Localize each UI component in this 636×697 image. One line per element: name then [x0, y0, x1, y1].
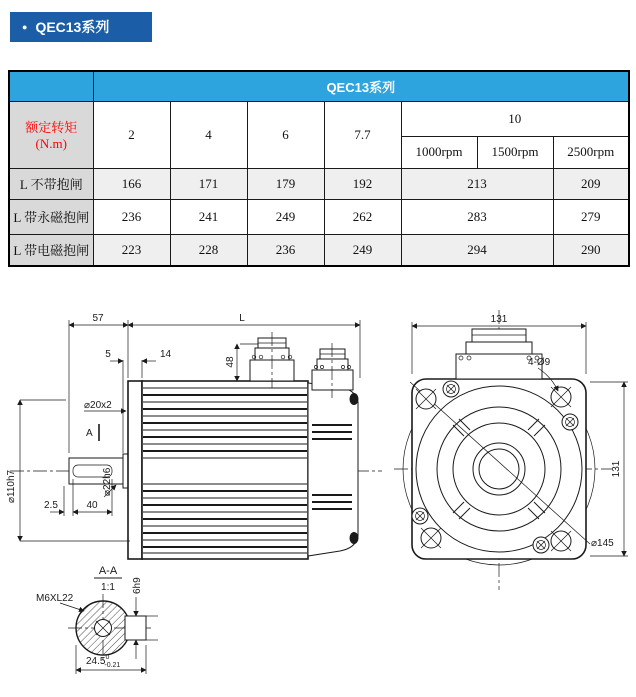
screw-spec-label: M6XL22: [36, 593, 74, 604]
dim-width-label: 131: [490, 314, 508, 325]
dim-shaft-dia-label: ⌀22h6: [102, 467, 113, 496]
spec-value: 249: [324, 234, 401, 266]
dim-57-label: 57: [92, 313, 104, 324]
torque-col-7-7: 7.7: [324, 101, 401, 168]
dim-flange-dia-label: ⌀110h7: [6, 469, 17, 503]
bullet-icon: ●: [22, 21, 28, 32]
dim-key-width-label: 6h9: [132, 577, 143, 594]
series-header: QEC13系列: [93, 71, 629, 101]
front-connector: [456, 329, 542, 379]
spec-value: 179: [247, 168, 324, 199]
dim-40-label: 40: [86, 500, 98, 511]
dim-L-label: L: [239, 313, 245, 324]
row-label-electromagnet-brake: L 带电磁抱闸: [9, 234, 93, 266]
table-row: [9, 234, 629, 266]
torque-col-6: 6: [247, 101, 324, 168]
row-label-magnet-brake: L 带永磁抱闸: [9, 199, 93, 234]
rpm-col-1000: 1000rpm: [401, 136, 477, 168]
dim-5-label: 5: [105, 349, 111, 360]
spec-value: 236: [247, 234, 324, 266]
shaft-step-label: ⌀20x2: [84, 400, 112, 411]
side-view-drawing: [0, 298, 392, 697]
front-view-drawing: [392, 298, 636, 697]
page-title: [10, 12, 152, 42]
spec-value: 213: [401, 168, 553, 199]
spec-value: 223: [93, 234, 170, 266]
spec-value: 228: [170, 234, 247, 266]
spec-value: 241: [170, 199, 247, 234]
section-scale: 1:1: [101, 582, 115, 593]
page-title-text: QEC13系列: [35, 19, 110, 35]
series-header-spacer: [9, 71, 93, 101]
row-label-no-brake: L 不带抱闸: [9, 168, 93, 199]
rpm-col-2500: 2500rpm: [553, 136, 629, 168]
spec-value: 236: [93, 199, 170, 234]
encoder-connector: [312, 343, 353, 398]
dim-2-5-label: 2.5: [44, 500, 58, 511]
spec-value: 279: [553, 199, 629, 234]
torque-col-10: 10: [401, 101, 629, 136]
dim-14-label: 14: [160, 349, 172, 360]
dim-48-label: 48: [225, 356, 236, 368]
rear-housing: [308, 383, 359, 556]
spec-value: 283: [401, 199, 553, 234]
spec-value: 294: [401, 234, 553, 266]
dim-height-label: 131: [611, 460, 622, 478]
rated-torque-header: 额定转矩(N.m): [9, 101, 93, 168]
spec-value: 192: [324, 168, 401, 199]
section-aa-view: [36, 565, 158, 674]
motor-front-outline: [394, 310, 612, 590]
bolt-circle-label: ⌀145: [591, 538, 614, 549]
spec-value: 249: [247, 199, 324, 234]
spec-value: 262: [324, 199, 401, 234]
spec-value: 209: [553, 168, 629, 199]
power-connector: [250, 332, 294, 388]
section-title: A-A: [98, 565, 118, 577]
rpm-col-1500: 1500rpm: [477, 136, 553, 168]
spec-value: 166: [93, 168, 170, 199]
table-row: [9, 199, 629, 234]
dim-across-flat-label: 24.5$^0$ -0.21: [86, 654, 121, 669]
technical-drawings: [0, 298, 636, 697]
holes-label: 4-Ø9: [528, 357, 551, 368]
motor-side-outline: [10, 332, 382, 559]
spec-table: [8, 70, 630, 267]
spec-value: 290: [553, 234, 629, 266]
section-marker-a: A: [86, 428, 93, 439]
torque-col-4: 4: [170, 101, 247, 168]
spec-value: 171: [170, 168, 247, 199]
torque-col-2: 2: [93, 101, 170, 168]
table-row: [9, 168, 629, 199]
